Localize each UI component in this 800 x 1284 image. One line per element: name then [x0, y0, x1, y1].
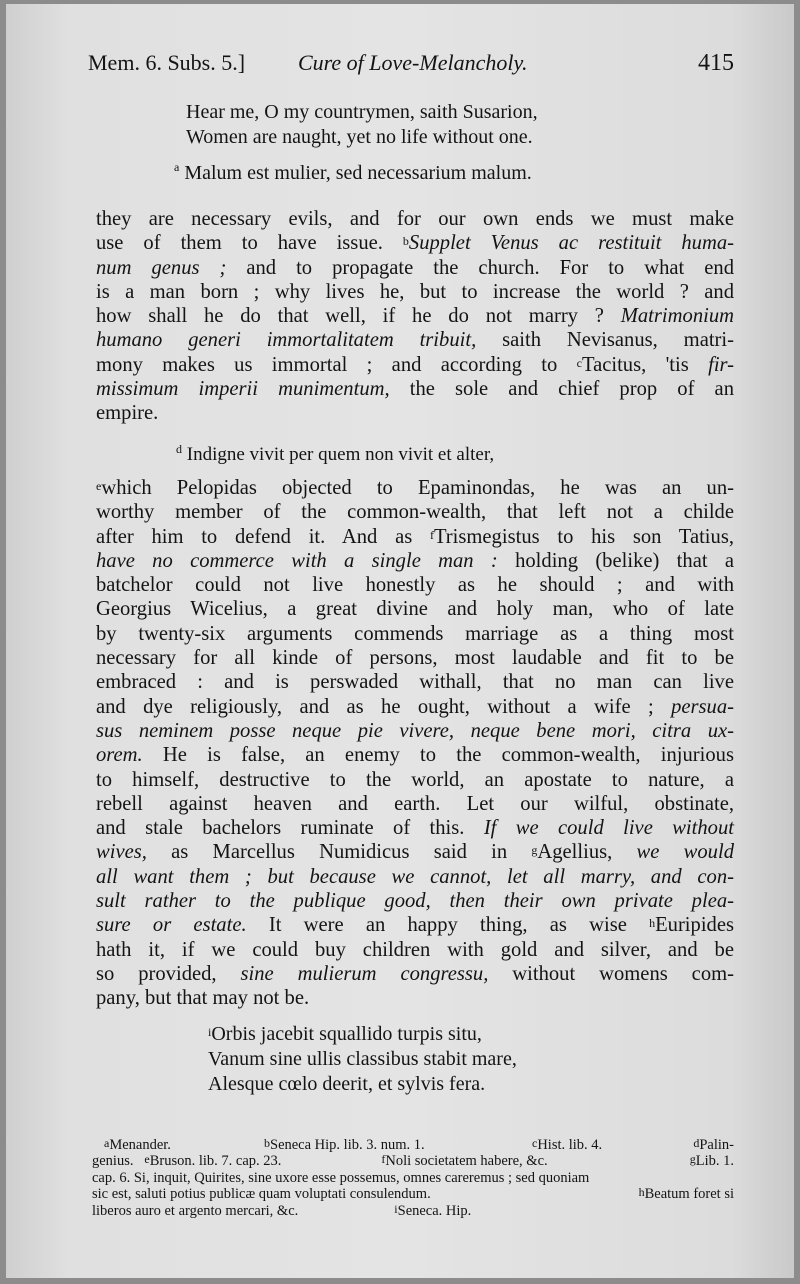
quote-text: Malum est mulier, sed necessarium malum. — [184, 162, 532, 184]
text-line: use of them to have issue. $^b$Supplet Venus ac restituit huma- — [96, 232, 734, 255]
footnote-mark: g — [531, 843, 538, 858]
text-line: pany, but that may not be. — [96, 987, 310, 1010]
footnote-e: Bruson. lib. 7. cap. 23. — [149, 1153, 282, 1170]
footnote-mark: b — [402, 234, 409, 249]
text-line: is a man born ; why lives he, but to increase the world ? and — [96, 280, 734, 303]
book-page — [6, 4, 794, 1278]
text-line: so provided, sine mulierum congressu, without womens com- — [96, 962, 734, 985]
paragraph-1 — [96, 207, 734, 426]
footnote-line: genius. $^e$Bruson. lib. 7. cap. 23. $^f$Noli societatem habere, &c. $^g$Lib. 1. — [92, 1152, 734, 1170]
text-line: sure or estate. It were an happy thing, as wise $^h$Euripides — [96, 914, 734, 937]
footnote-line: sic est, saluti potius publicæ quam voluptati consulendum. $^h$Beatum foret si — [92, 1185, 734, 1203]
footnote-mark: i — [208, 1025, 212, 1039]
text-line: have no commerce with a single man : holding (belike) that a — [96, 549, 734, 572]
text-line: by twenty-six arguments commends marriage as a thing most — [96, 622, 734, 645]
text-line: necessary for all kinde of persons, most laudable and fit to be — [96, 647, 734, 670]
text-line: how shall he do that well, if he do not marry ? Matrimonium — [96, 305, 734, 328]
text-line: to himself, destructive to the world, an apostate to nature, a — [96, 768, 734, 791]
text-line: sus neminem posse neque pie vivere, neque bene mori, citra ux- — [96, 719, 734, 742]
footnote-line: cap. 6. Si, inquit, Quirites, sine uxore esse possemus, omnes careremus ; sed quoniam — [92, 1169, 590, 1186]
latin-quote — [176, 444, 494, 466]
text-line: all want them ; but because we cannot, let all marry, and con- — [96, 865, 734, 888]
closing-verse — [208, 1022, 517, 1097]
text-line: missimum imperii munimentum, the sole and chief prop of an — [96, 378, 734, 401]
paragraph-2 — [96, 476, 734, 1011]
footnote-line: $^a$Menander. $^b$Seneca Hip. lib. 3. num. 1. $^c$Hist. lib. 4. $^d$Palin- — [104, 1136, 734, 1153]
verse-line: Women are naught, yet no life without one. — [186, 126, 533, 148]
text-line: and stale bachelors ruminate of this. If we could live without — [96, 817, 734, 840]
footnote-line: liberos auro et argento mercari, &c. $^i$Seneca. Hip. — [92, 1201, 472, 1219]
text-line: mony makes us immortal ; and according to $^c$Tacitus, 'tis fir- — [96, 353, 734, 376]
footnote-mark: d — [176, 442, 182, 456]
footnotes — [92, 1137, 734, 1219]
text-line: empire. — [96, 402, 159, 425]
footnote-g: Lib. 1. — [695, 1153, 734, 1170]
latin-quote — [174, 162, 532, 185]
text-line: num genus ; and to propagate the church. For to what end — [96, 256, 734, 279]
footnote-c: Hist. lib. 4. — [537, 1137, 603, 1153]
footnote-h: Beatum foret si — [644, 1186, 734, 1203]
text-line: embraced : and is perswaded withall, that no man can live — [96, 671, 734, 694]
footnote-mark: c — [576, 355, 582, 370]
quote-text: Indigne vivit per quem non vivit et alter, — [186, 444, 495, 465]
text-line: sult rather to the publique good, then their own private plea- — [96, 890, 734, 913]
text-line: batchelor could not live honestly as he should ; and with — [96, 574, 734, 597]
text-line: worthy member of the common-wealth, that left not a childe — [96, 501, 734, 524]
page-number: 415 — [698, 50, 734, 76]
verse-line: Vanum sine ullis classibus stabit mare, — [208, 1048, 517, 1070]
opening-verse — [186, 100, 538, 150]
text-line: hath it, if we could buy children with gold and silver, and be — [96, 938, 734, 961]
text-line: wives, as Marcellus Numidicus said in $^g$Agellius, we would — [96, 841, 735, 864]
text-line: orem. He is false, an enemy to the common-wealth, injurious — [96, 744, 734, 767]
text-line: $^e$which Pelopidas objected to Epaminondas, he was an un- — [96, 477, 734, 499]
running-header — [88, 50, 734, 82]
footnote-mark: e — [96, 479, 102, 493]
text-line: after him to defend it. And as $^f$Trismegistus to his son Tatius, — [96, 525, 734, 548]
text-line: and dye religiously, and as he ought, without a wife ; persua- — [96, 695, 734, 718]
footnote-mark: a — [174, 160, 180, 174]
footnote-b: Seneca Hip. lib. 3. num. 1. — [270, 1137, 425, 1153]
footnote-a: Menander. — [109, 1137, 171, 1153]
text-line: rebell against heaven and earth. Let our wilful, obstinate, — [96, 792, 734, 815]
footnote-mark: h — [649, 916, 656, 931]
footnote-d: Palin- — [699, 1137, 734, 1153]
text-line: humano generi immortalitatem tribuit, saith Nevisanus, matri- — [96, 329, 734, 352]
verse-line: Hear me, O my countrymen, saith Susarion, — [186, 101, 538, 123]
verse-line: Alesque cœlo deerit, et sylvis fera. — [208, 1073, 486, 1095]
verse-line: $^i$Orbis jacebit squallido turpis situ, — [208, 1023, 482, 1045]
footnote-f: Noli societatem habere, &c. — [385, 1153, 548, 1170]
section-reference: Mem. 6. Subs. 5.] — [88, 50, 246, 75]
text-line: they are necessary evils, and for our own ends we must make — [96, 208, 734, 230]
text-line: Georgius Wicelius, a great divine and holy man, who of late — [96, 598, 734, 621]
chapter-title: Cure of Love-Melancholy. — [298, 50, 528, 75]
footnote-i: Seneca. Hip. — [397, 1202, 472, 1219]
footnote-mark: f — [429, 527, 434, 542]
